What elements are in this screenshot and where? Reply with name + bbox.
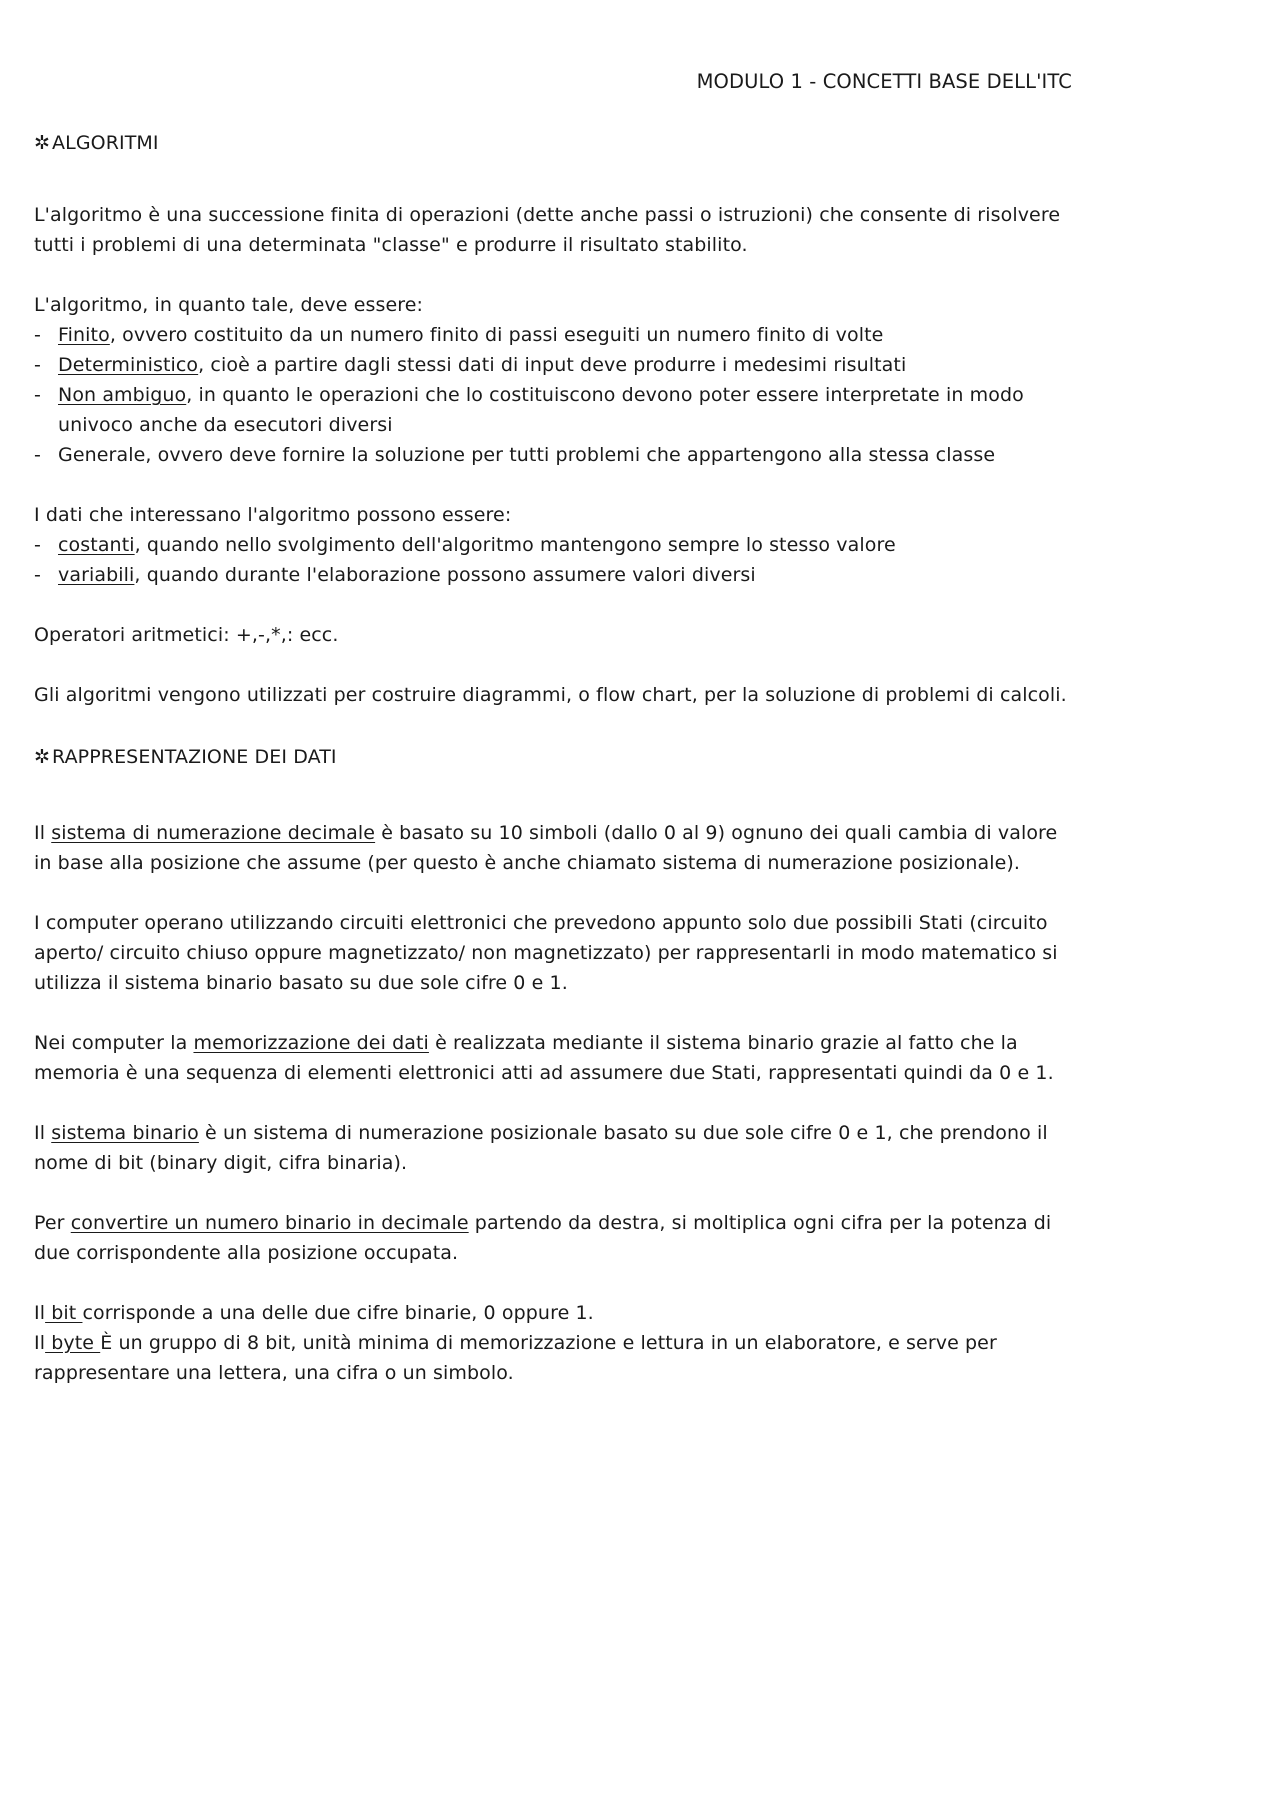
underlined-term: Finito xyxy=(58,324,110,346)
list-item-text: , quando durante l'elaborazione possono assumere valori diversi xyxy=(134,564,756,586)
text-run: corrisponde a una delle due cifre binarie, 0 oppure 1. xyxy=(82,1302,594,1324)
dash-bullet: - xyxy=(34,324,41,346)
text-run: Il xyxy=(34,1122,52,1144)
underlined-term: variabili xyxy=(58,564,135,586)
underlined-term: sistema di numerazione decimale xyxy=(51,822,376,844)
list-item-text: , in quanto le operazioni che lo costituiscono devono poter essere interpretate in modo univoco anche da esecutori diversi xyxy=(58,384,1024,436)
dash-bullet: - xyxy=(34,384,41,406)
text-run: Nei computer la xyxy=(34,1032,194,1054)
section-title-text: RAPPRESENTAZIONE DEI DATI xyxy=(52,746,337,768)
section-title-algoritmi xyxy=(34,128,1079,158)
underlined-term: memorizzazione dei dati xyxy=(193,1032,429,1054)
section-title-text: ALGORITMI xyxy=(52,132,159,154)
document-body xyxy=(34,128,1079,1388)
decimale-paragraph xyxy=(34,818,1079,878)
list-item xyxy=(34,440,1079,470)
text-run: è basato su 10 simboli (dallo 0 al 9) ognuno dei quali cambia di valore in base alla posizione che assume (per questo è anche chiamato sistema di numerazione posizionale). xyxy=(34,822,1058,874)
byte-paragraph xyxy=(34,1328,1079,1388)
list-item xyxy=(34,530,1079,560)
text-run: è un sistema di numerazione posizionale basato su due sole cifre 0 e 1, che prendono il nome di bit (binary digit, cifra binaria). xyxy=(34,1122,1048,1174)
dash-bullet: - xyxy=(34,354,41,376)
list-item xyxy=(34,350,1079,380)
memorizzazione-paragraph xyxy=(34,1028,1079,1088)
underlined-term: Deterministico xyxy=(58,354,199,376)
asterisk-icon: ✲ xyxy=(34,132,51,154)
flow-chart-paragraph: Gli algoritmi vengono utilizzati per costruire diagrammi, o flow chart, per la soluzione di problemi di calcoli. xyxy=(34,684,1067,706)
data-types-list xyxy=(34,530,1079,590)
underlined-term: sistema binario xyxy=(51,1122,199,1144)
binario-paragraph xyxy=(34,1118,1079,1178)
bit-paragraph xyxy=(34,1298,1079,1328)
asterisk-icon: ✲ xyxy=(34,746,51,768)
dash-bullet: - xyxy=(34,444,41,466)
underlined-term: convertire un numero binario in decimale xyxy=(70,1212,469,1234)
text-run: È un gruppo di 8 bit, unità minima di memorizzazione e lettura in un elaboratore, e serve per rappresentare una lettera, una cifra o un simbolo. xyxy=(34,1332,997,1384)
properties-intro: L'algoritmo, in quanto tale, deve essere: xyxy=(34,294,424,316)
list-item-text: , ovvero costituito da un numero finito di passi eseguiti un numero finito di volte xyxy=(109,324,884,346)
text-run: è realizzata mediante il sistema binario grazie al fatto che la memoria è una sequenza di elementi elettronici atti ad assumere due Stati, rappresentati quindi da 0 e 1. xyxy=(34,1032,1054,1084)
underlined-term: bit xyxy=(45,1302,83,1324)
operatori-paragraph: Operatori aritmetici: +,-,*,: ecc. xyxy=(34,624,339,646)
list-item-text: Generale, ovvero deve fornire la soluzione per tutti problemi che appartengono alla stessa classe xyxy=(58,444,996,466)
algoritmo-definition: L'algoritmo è una successione finita di operazioni (dette anche passi o istruzioni) che consente di risolvere tutti i problemi di una determinata "classe" e produrre il risultato stabilito. xyxy=(34,204,1061,256)
data-types-intro: I dati che interessano l'algoritmo possono essere: xyxy=(34,504,512,526)
underlined-term: byte xyxy=(45,1332,101,1354)
list-item-text: , quando nello svolgimento dell'algoritmo mantengono sempre lo stesso valore xyxy=(134,534,896,556)
properties-list xyxy=(34,320,1079,470)
dash-bullet: - xyxy=(34,564,41,586)
list-item xyxy=(34,380,1079,440)
underlined-term: costanti xyxy=(58,534,135,556)
text-run: Il xyxy=(34,1302,46,1324)
text-run: Il xyxy=(34,1332,46,1354)
dash-bullet: - xyxy=(34,534,41,556)
list-item-text: , cioè a partire dagli stessi dati di input deve produrre i medesimi risultati xyxy=(198,354,907,376)
conversione-paragraph xyxy=(34,1208,1079,1268)
section-title-rappresentazione xyxy=(34,742,1079,772)
underlined-term: Non ambiguo xyxy=(58,384,187,406)
computer-circuits-paragraph: I computer operano utilizzando circuiti elettronici che prevedono appunto solo due possibili Stati (circuito aperto/ circuito chiuso oppure magnetizzato/ non magnetizzato) per rappresentarli in modo matematico si utilizza il sistema binario basato su due sole cifre 0 e 1. xyxy=(34,912,1058,994)
text-run: partendo da destra, si moltiplica ogni cifra per la potenza di due corrispondente alla posizione occupata. xyxy=(34,1212,1052,1264)
text-run: Il xyxy=(34,822,52,844)
list-item xyxy=(34,320,1079,350)
list-item xyxy=(34,560,1079,590)
document-header: MODULO 1 - CONCETTI BASE DELL'ITC xyxy=(696,70,1072,93)
text-run: Per xyxy=(34,1212,71,1234)
